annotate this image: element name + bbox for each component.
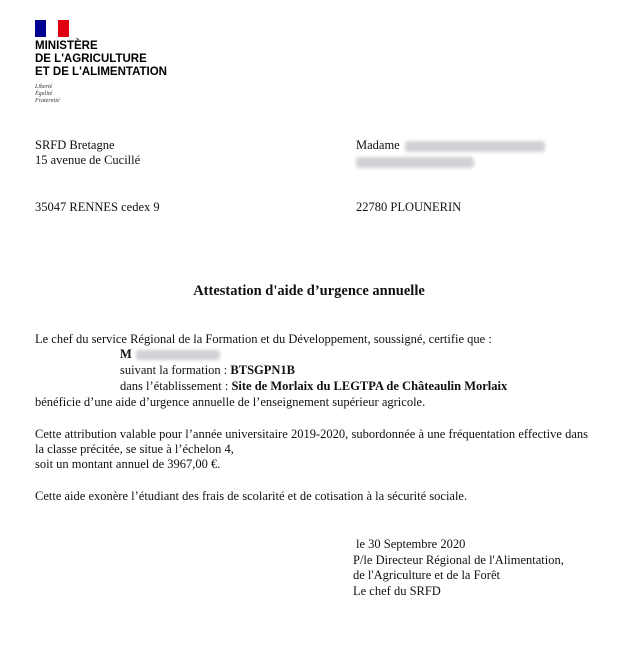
flag-white-stripe (46, 20, 57, 37)
benefit-text: bénéficie d’une aide d’urgence annuelle de l’enseignement supérieur agricole. (35, 395, 426, 409)
recipient-name-line (356, 138, 545, 153)
motto-line-3: Fraternité (35, 98, 60, 104)
redacted-student-name (136, 350, 220, 360)
sender-city: 35047 RENNES cedex 9 (35, 200, 160, 214)
ministry-line-2: DE L'AGRICULTURE (35, 53, 147, 65)
redacted-recipient-street (356, 157, 474, 168)
ministry-name (35, 40, 167, 79)
etablissement-value: Site de Morlaix du LEGTPA de Châteaulin Morlaix (231, 379, 508, 393)
ministry-line-1: MINISTÈRE (35, 40, 98, 52)
republic-motto (35, 84, 60, 105)
recipient-street-line (356, 154, 474, 169)
recipient-salutation: Madame (356, 138, 400, 152)
etablissement-label: dans l’établissement : (120, 379, 229, 393)
signature-line-1: P/le Directeur Régional de l'Alimentation, (353, 553, 564, 567)
motto-line-1: Liberté (35, 84, 53, 90)
redacted-recipient-name (405, 141, 545, 152)
signature-date: le 30 Septembre 2020 (356, 537, 466, 551)
student-initial: M (120, 347, 132, 361)
republique-flag-logo (35, 20, 69, 37)
recipient-city: 22780 PLOUNERIN (356, 200, 462, 214)
sender-street: 15 avenue de Cucillé (35, 153, 141, 167)
formation-line (120, 363, 295, 378)
amount-text: soit un montant annuel de 3967,00 €. (35, 457, 221, 471)
etablissement-line (120, 379, 507, 394)
signature-line-2: de l'Agriculture et de la Forêt (353, 568, 500, 582)
formation-value: BTSGPN1B (230, 363, 296, 377)
signature-line-3: Le chef du SRFD (353, 584, 441, 598)
flag-blue-stripe (35, 20, 46, 37)
formation-label: suivant la formation : (120, 363, 228, 377)
student-line (120, 347, 220, 362)
document-title: Attestation d'aide d’urgence annuelle (193, 283, 425, 299)
motto-line-2: Égalité (35, 91, 53, 97)
flag-red-stripe (58, 20, 69, 37)
sender-name: SRFD Bretagne (35, 138, 115, 152)
ministry-line-3: ET DE L'ALIMENTATION (35, 66, 167, 78)
attribution-text: Cette attribution valable pour l’année universitaire 2019-2020, subordonnée à une fréquentation effective dans la classe précitée, se situe à l’échelon 4, (35, 427, 588, 456)
exoneration-text: Cette aide exonère l’étudiant des frais de scolarité et de cotisation à la sécurité sociale. (35, 489, 468, 503)
body-intro: Le chef du service Régional de la Formation et du Développement, soussigné, certifie que : (35, 332, 492, 346)
